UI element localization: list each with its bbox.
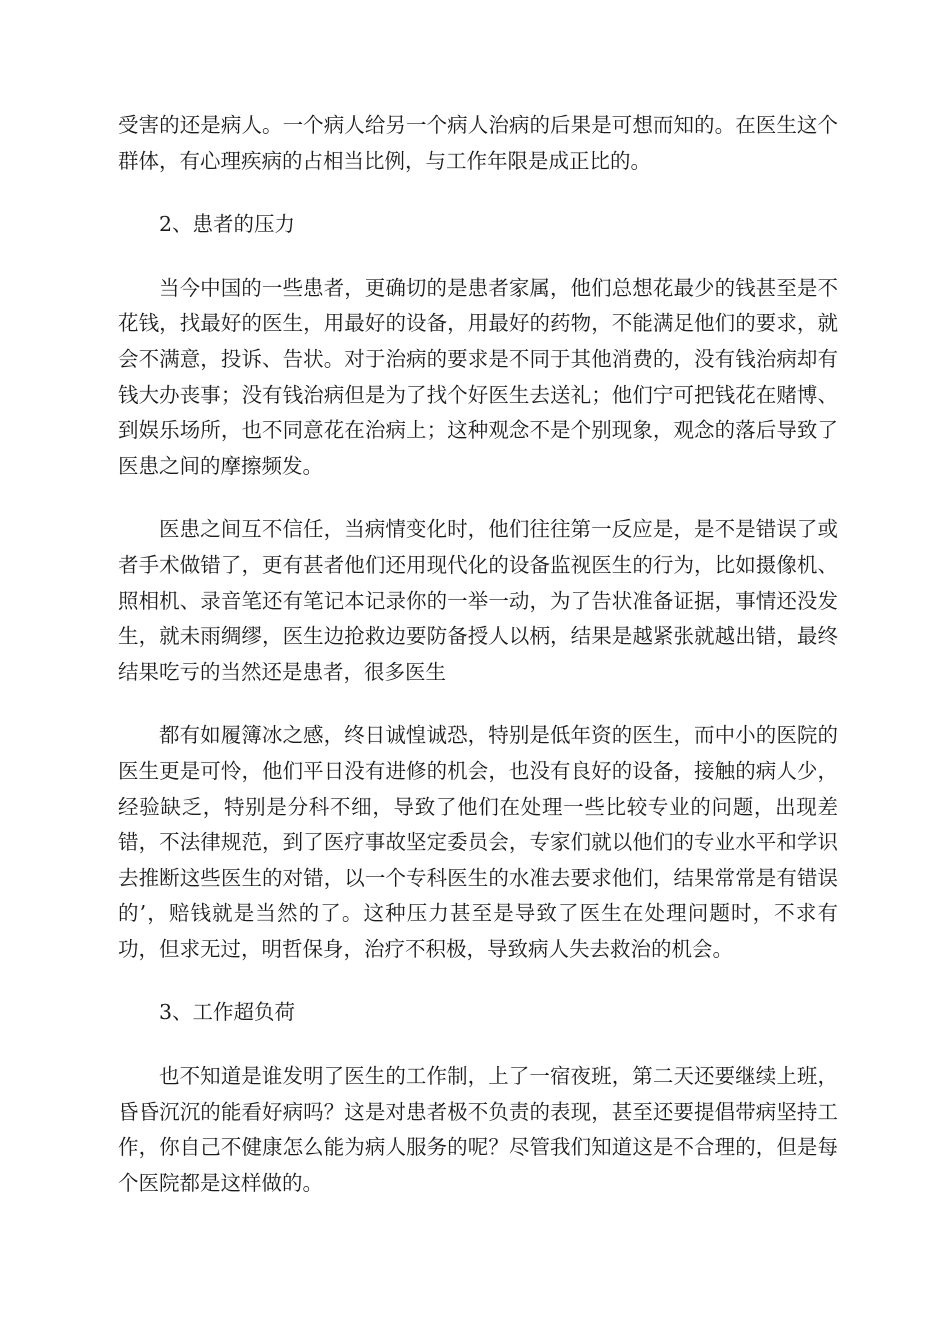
paragraph-mistrust: 医患之间互不信任，当病情变化时，他们往往第一反应是，是不是错误了或者手术做错了，更有甚者他们还用现代化的设备监视医生的行为，比如摄像机、照相机、录音笔还有笔记本记录你的一举一动，为了告状准备证据，事情还没发生，就未雨绸缪，医生边抢救边要防备授人以柄，结果是越紧张就越出错，最终结果吃亏的当然还是患者，很多医生: [118, 517, 838, 684]
document-body: [118, 108, 838, 1201]
paragraph-junior-doctors: 都有如履簿冰之感，终日诚惶诚恐，特别是低年资的医生，而中小的医院的医生更是可怜，他们平日没有进修的机会，也没有良好的设备，接触的病人少，经验缺乏，特别是分科不细，导致了他们在处理一些比较专业的问题，出现差错，不法律规范，到了医疗事故坚定委员会，专家们就以他们的专业水平和学识去推断这些医生的对错，以一个专科医生的水准去要求他们，结果常常是有错误的’，赔钱就是当然的了。这种压力甚至是导致了医生在处理问题时，不求有功，但求无过，明哲保身，治疗不积极，导致病人失去救治的机会。: [118, 723, 838, 961]
section-heading-patient-pressure: 2、患者的压力: [159, 212, 296, 237]
paragraph-work-system: 也不知道是谁发明了医生的工作制，上了一宿夜班，第二天还要继续上班，昏昏沉沉的能看好病吗？这是对患者极不负责的表现，甚至还要提倡带病坚持工作，你自己不健康怎么能为病人服务的呢？尽管我们知道这是不合理的，但是每个医院都是这样做的。: [118, 1064, 838, 1195]
paragraph-patient-expectations: 当今中国的一些患者，更确切的是患者家属，他们总想花最少的钱甚至是不花钱，找最好的医生，用最好的设备，用最好的药物，不能满足他们的要求，就会不满意，投诉、告状。对于治病的要求是不同于其他消费的，没有钱治病却有钱大办丧事；没有钱治病但是为了找个好医生去送礼；他们宁可把钱花在赌博、到娱乐场所，也不同意花在治病上；这种观念不是个别现象，观念的落后导致了医患之间的摩擦频发。: [118, 275, 838, 478]
paragraph-continuation: 受害的还是病人。一个病人给另一个病人治病的后果是可想而知的。在医生这个群体，有心理疾病的占相当比例，与工作年限是成正比的。: [118, 113, 838, 173]
section-heading-overwork: 3、工作超负荷: [159, 1000, 296, 1025]
